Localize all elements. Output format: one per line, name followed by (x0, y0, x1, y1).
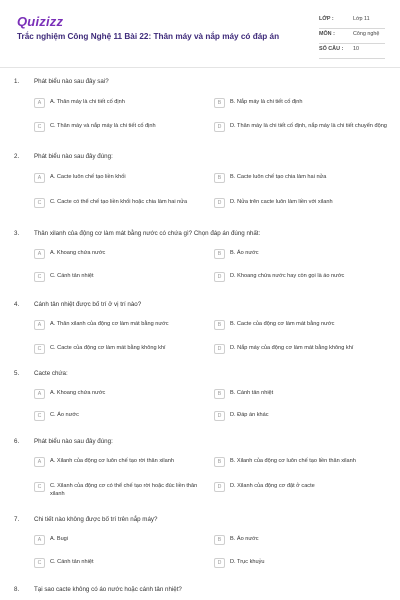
option-letter-box[interactable]: A (34, 535, 45, 545)
option-text: D. Nắp máy của động cơ làm mát bằng không khí (230, 345, 354, 351)
option-text: B. Cánh tản nhiệt (230, 390, 274, 396)
option-text: A. Khoang chứa nước (50, 250, 106, 256)
meta-value: 10 (353, 46, 359, 52)
option-letter-box[interactable]: C (34, 482, 45, 492)
meta-label: LỚP : (319, 16, 334, 22)
option-text: D. Xilanh của động cơ đặt ở cacte (230, 483, 315, 489)
option-letter-box[interactable]: D (214, 344, 225, 354)
option-text: A. Xilanh của động cơ luôn chế tạo rời thân xilanh (50, 458, 174, 464)
option-letter-box[interactable]: B (214, 249, 225, 259)
question-text: Phát biểu nào sau đây đúng: (34, 153, 113, 160)
option-text: D. Khoang chứa nước hay còn gọi là áo nước (230, 273, 345, 279)
option-text: C. Cánh tản nhiệt (50, 273, 94, 279)
option-letter-box[interactable]: D (214, 482, 225, 492)
option-letter-box[interactable]: C (34, 558, 45, 568)
header-divider (0, 67, 400, 68)
question-text: Chi tiết nào không được bố trí trên nắp máy? (34, 516, 158, 523)
option-letter-box[interactable]: A (34, 173, 45, 183)
option-text: C. Áo nước (50, 412, 79, 418)
option-letter-box[interactable]: B (214, 389, 225, 399)
option-letter-box[interactable]: D (214, 122, 225, 132)
option-text: A. Cacte luôn chế tạo liền khối (50, 174, 126, 180)
worksheet-header (0, 0, 400, 66)
option-text: B. Nắp máy là chi tiết cố định (230, 99, 303, 105)
worksheet-title: Trắc nghiệm Công Nghệ 11 Bài 22: Thân máy và nắp máy có đáp án (17, 32, 280, 41)
option-text: C. Cánh tản nhiệt (50, 559, 94, 565)
option-text: C. Xilanh của động cơ có thể chế tạo rời hoặc đúc liền thân xilanh (50, 483, 198, 497)
question-text: Thân xilanh của động cơ làm mát bằng nước có chứa gì? Chọn đáp án đúng nhất: (34, 230, 261, 237)
option-letter-box[interactable]: D (214, 411, 225, 421)
option-text: A. Thân xilanh của động cơ làm mát bằng nước (50, 321, 169, 327)
meta-value: Lớp 11 (353, 16, 370, 22)
option-letter-box[interactable]: D (214, 272, 225, 282)
question-text: Phát biểu nào sau đây sai? (34, 78, 109, 85)
option-letter-box[interactable]: D (214, 198, 225, 208)
option-letter-box[interactable]: C (34, 411, 45, 421)
question-number: 6. (14, 438, 20, 445)
question-text: Tại sao cacte không có áo nước hoặc cánh tản nhiệt? (34, 586, 182, 593)
option-letter-box[interactable]: C (34, 122, 45, 132)
option-text: A. Khoang chứa nước (50, 390, 106, 396)
question-number: 3. (14, 230, 20, 237)
option-text: D. Nửa trên cacte luôn làm liền với xilanh (230, 199, 333, 205)
option-text: A. Bugi (50, 536, 69, 542)
question-number: 2. (14, 153, 20, 160)
option-letter-box[interactable]: A (34, 98, 45, 108)
option-letter-box[interactable]: A (34, 457, 45, 467)
meta-label: SỐ CÂU : (319, 46, 344, 52)
option-letter-box[interactable]: A (34, 389, 45, 399)
option-text: D. Trục khuỷu (230, 559, 265, 565)
question-text: Cánh tản nhiệt được bố trí ở vị trí nào? (34, 301, 142, 308)
option-text: C. Thân máy và nắp máy là chi tiết cố định (50, 123, 156, 129)
option-text: B. Áo nước (230, 536, 259, 542)
option-letter-box[interactable]: A (34, 320, 45, 330)
question-number: 7. (14, 516, 20, 523)
meta-row-question-count (319, 44, 385, 59)
option-text: B. Xilanh của động cơ luôn chế tạo liền thân xilanh (230, 458, 356, 464)
option-letter-box[interactable]: B (214, 320, 225, 330)
option-letter-box[interactable]: B (214, 535, 225, 545)
question-number: 4. (14, 301, 20, 308)
option-letter-box[interactable]: C (34, 344, 45, 354)
option-text: B. Cacte của động cơ làm mát bằng nước (230, 321, 335, 327)
option-text: C. Cacte của động cơ làm mát bằng không khí (50, 345, 166, 351)
option-text: D. Thân máy là chi tiết cố định, nắp máy là chi tiết chuyển động (230, 123, 387, 129)
meta-row-subject (319, 29, 385, 44)
option-text: B. Áo nước (230, 250, 259, 256)
question-text: Cacte chứa: (34, 370, 68, 377)
quizizz-logo: Quizizz (17, 14, 64, 29)
option-text: C. Cacte có thể chế tạo liền khối hoặc chia làm hai nửa (50, 199, 188, 205)
option-letter-box[interactable]: B (214, 173, 225, 183)
meta-row-grade (319, 14, 385, 29)
option-text: D. Đáp án khác (230, 412, 269, 418)
option-letter-box[interactable]: C (34, 198, 45, 208)
option-letter-box[interactable]: B (214, 98, 225, 108)
worksheet-meta (319, 14, 385, 59)
meta-label: MÔN : (319, 31, 335, 37)
option-text: B. Cacte luôn chế tạo chia làm hai nửa (230, 174, 327, 180)
question-text: Phát biểu nào sau đây đúng: (34, 438, 113, 445)
option-letter-box[interactable]: C (34, 272, 45, 282)
question-number: 1. (14, 78, 20, 85)
option-text: A. Thân máy là chi tiết cố định (50, 99, 125, 105)
option-letter-box[interactable]: D (214, 558, 225, 568)
question-number: 5. (14, 370, 20, 377)
option-letter-box[interactable]: A (34, 249, 45, 259)
option-letter-box[interactable]: B (214, 457, 225, 467)
meta-value: Công nghệ (353, 31, 380, 37)
question-number: 8. (14, 586, 20, 593)
